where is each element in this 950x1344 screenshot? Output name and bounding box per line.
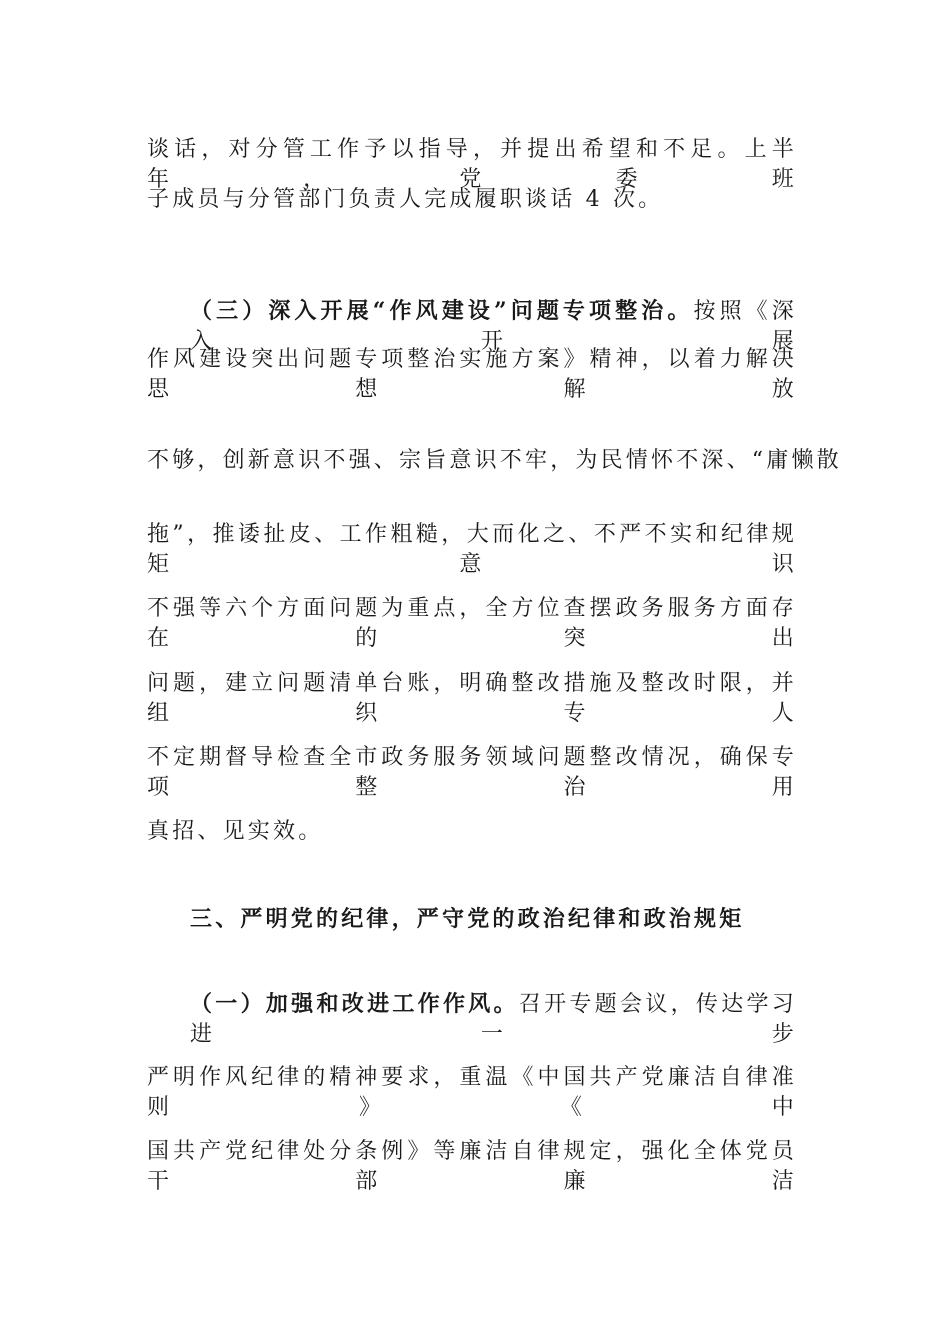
paragraph-line: 作风建设突出问题专项整治实施方案》精神，以着力解决思想解放: [147, 347, 797, 402]
section-heading: （一）加强和改进工作作风。: [190, 991, 519, 1017]
paragraph-line: 拖”，推诿扯皮、工作粗糙，大而化之、不严不实和纪律规矩意识: [147, 522, 797, 577]
chapter-heading: 三、严明党的纪律，严守党的政治纪律和政治规矩: [190, 906, 745, 932]
section-heading-continuation: 按照《深入开展: [190, 299, 797, 354]
paragraph-line: 真招、见实效。: [147, 819, 324, 844]
section-heading-continuation: 召开专题会议，传达学习进一步: [190, 992, 797, 1047]
paragraph-line: 不定期督导检查全市政务服务领域问题整改情况，确保专项整治用: [147, 745, 797, 800]
paragraph-line: 谈话，对分管工作予以指导，并提出希望和不足。上半年，党委班: [147, 137, 797, 192]
paragraph-line: 不够，创新意识不强、宗旨意识不牢，为民情怀不深、“庸懒散: [147, 448, 842, 473]
section-heading-line: [190, 989, 797, 1050]
paragraph-line: 问题，建立问题清单台账，明确整改措施及整改时限，并组织专人: [147, 671, 797, 726]
paragraph-line: 严明作风纪律的精神要求，重温《中国共产党廉洁自律准则》《中: [147, 1065, 797, 1120]
paragraph-line: 不强等六个方面问题为重点，全方位查摆政务服务方面存在的突出: [147, 596, 797, 651]
section-heading: （三）深入开展“作风建设”问题专项整治。: [190, 298, 694, 324]
paragraph-line: 子成员与分管部门负责人完成履职谈话 4 次。: [147, 187, 664, 212]
paragraph-line: 国共产党纪律处分条例》等廉洁自律规定，强化全体党员干部廉洁: [147, 1139, 797, 1194]
